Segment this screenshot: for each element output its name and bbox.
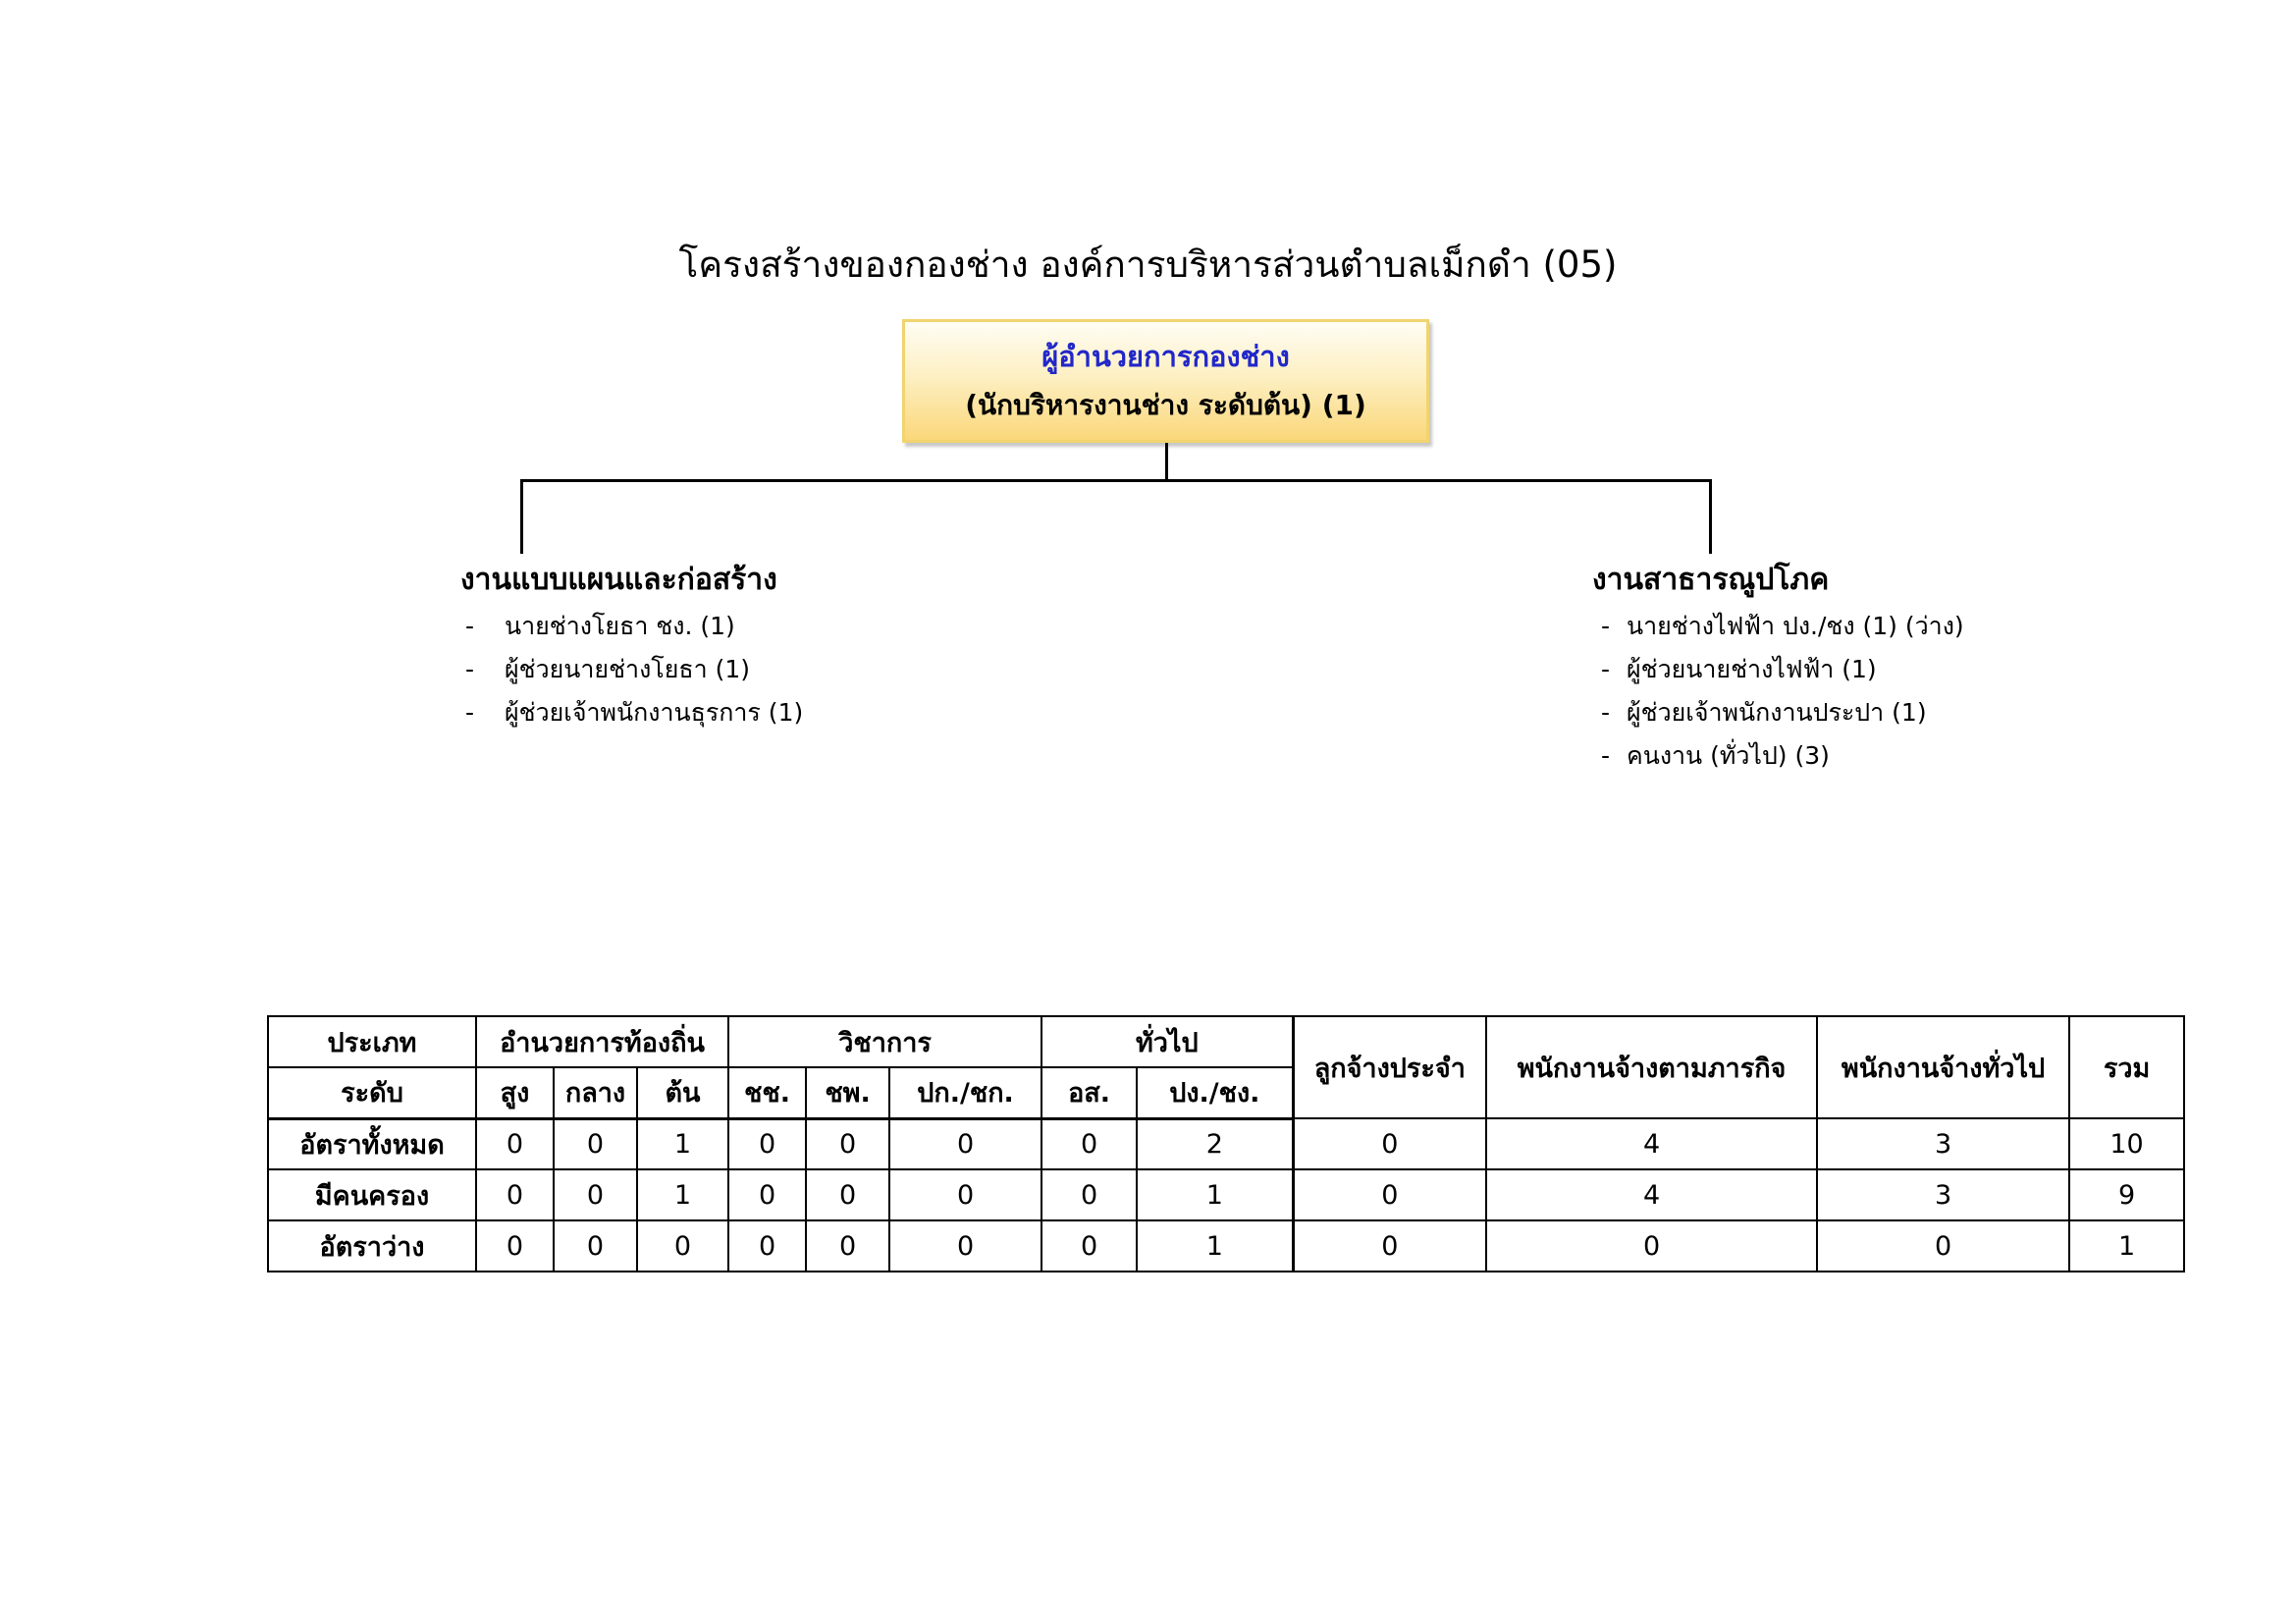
- head-position-box: [902, 319, 1429, 443]
- row-label: มีคนครอง: [268, 1169, 476, 1220]
- head-position-detail: (นักบริหารงานช่าง ระดับต้น) (1): [965, 389, 1366, 421]
- list-item: [1601, 734, 2053, 778]
- table-cell: 1: [1137, 1220, 1293, 1272]
- table-row: [268, 1169, 2184, 1220]
- table-cell: 0: [806, 1220, 889, 1272]
- list-item-text: ผู้ช่วยเจ้าพนักงานธุรการ (1): [505, 698, 804, 727]
- list-dash: -: [465, 612, 475, 640]
- connector-horizontal: [520, 479, 1712, 482]
- table-cell: 1: [1137, 1169, 1293, 1220]
- table-cell: 9: [2069, 1169, 2184, 1220]
- table-row: [268, 1118, 2184, 1169]
- table-cell: 0: [728, 1220, 806, 1272]
- row-label: อัตราทั้งหมด: [268, 1118, 476, 1169]
- list-item-text: นายช่างโยธา ชง. (1): [505, 612, 735, 640]
- table-cell: 3: [1817, 1118, 2069, 1169]
- table-cell: 1: [637, 1118, 728, 1169]
- list-dash: -: [465, 698, 475, 727]
- table-cell: 4: [1486, 1118, 1817, 1169]
- connector-right-drop: [1709, 479, 1712, 554]
- table-cell: 0: [728, 1169, 806, 1220]
- table-cell: 0: [554, 1118, 637, 1169]
- level-cell: ปก./ชก.: [889, 1067, 1041, 1118]
- list-dash: -: [1601, 655, 1611, 683]
- table-cell: 0: [637, 1220, 728, 1272]
- staff-summary-table: [267, 1015, 2185, 1272]
- table-cell: 0: [1041, 1118, 1137, 1169]
- header-permanent-employee: ลูกจ้างประจำ: [1293, 1016, 1486, 1118]
- list-dash: -: [1601, 741, 1611, 770]
- table-cell: 0: [554, 1220, 637, 1272]
- table-cell: 4: [1486, 1169, 1817, 1220]
- level-cell: ชช.: [728, 1067, 806, 1118]
- list-dash: -: [1601, 612, 1611, 640]
- level-cell: สูง: [476, 1067, 554, 1118]
- page-title: โครงสร้างของกองช่าง องค์การบริหารส่วนตำบลเม็กดำ (05): [678, 244, 1618, 286]
- section-title-design-construction: งานแบบแผนและก่อสร้าง: [460, 563, 777, 597]
- table-cell: 0: [889, 1169, 1041, 1220]
- table-cell: 0: [476, 1220, 554, 1272]
- table-cell: 1: [2069, 1220, 2184, 1272]
- table-cell: 1: [637, 1169, 728, 1220]
- level-cell: กลาง: [554, 1067, 637, 1118]
- header-group-general: ทั่วไป: [1041, 1016, 1293, 1067]
- section-list-public-utilities: [1601, 605, 2053, 778]
- table-cell: 0: [554, 1169, 637, 1220]
- table-cell: 0: [1041, 1220, 1137, 1272]
- table-cell: 2: [1137, 1118, 1293, 1169]
- list-item: [465, 691, 878, 734]
- table-header-row: [268, 1016, 2184, 1067]
- table-cell: 0: [476, 1118, 554, 1169]
- header-group-admin: อำนวยการท้องถิ่น: [476, 1016, 728, 1067]
- table-cell: 0: [889, 1118, 1041, 1169]
- table-cell: 0: [1486, 1220, 1817, 1272]
- list-item-text: นายช่างไฟฟ้า ปง./ชง (1) (ว่าง): [1627, 612, 1964, 640]
- list-item-text: ผู้ช่วยเจ้าพนักงานประปา (1): [1627, 698, 1927, 727]
- table-cell: 0: [806, 1169, 889, 1220]
- list-dash: -: [465, 655, 475, 683]
- header-group-academic: วิชาการ: [728, 1016, 1041, 1067]
- list-item-text: ผู้ช่วยนายช่างโยธา (1): [505, 655, 751, 683]
- list-item: [465, 648, 878, 691]
- level-cell: อส.: [1041, 1067, 1137, 1118]
- list-item-text: คนงาน (ทั่วไป) (3): [1627, 741, 1830, 770]
- table-cell: 0: [806, 1118, 889, 1169]
- row-label: อัตราว่าง: [268, 1220, 476, 1272]
- level-cell: ชพ.: [806, 1067, 889, 1118]
- table-cell: 0: [1817, 1220, 2069, 1272]
- level-cell: ต้น: [637, 1067, 728, 1118]
- header-total: รวม: [2069, 1016, 2184, 1118]
- header-type: ประเภท: [268, 1016, 476, 1067]
- table-cell: 0: [728, 1118, 806, 1169]
- level-cell: ปง./ชง.: [1137, 1067, 1293, 1118]
- section-title-public-utilities: งานสาธารณูปโภค: [1592, 563, 1830, 597]
- table-cell: 0: [476, 1169, 554, 1220]
- section-list-design-construction: [465, 605, 878, 734]
- header-mission-employee: พนักงานจ้างตามภารกิจ: [1486, 1016, 1817, 1118]
- header-level: ระดับ: [268, 1067, 476, 1118]
- table-row: [268, 1220, 2184, 1272]
- table-cell: 0: [1293, 1169, 1486, 1220]
- list-item-text: ผู้ช่วยนายช่างไฟฟ้า (1): [1627, 655, 1877, 683]
- list-dash: -: [1601, 698, 1611, 727]
- connector-left-drop: [520, 479, 523, 554]
- list-item: [1601, 648, 2053, 691]
- table-cell: 10: [2069, 1118, 2184, 1169]
- table-cell: 0: [1293, 1220, 1486, 1272]
- connector-trunk: [1165, 443, 1168, 480]
- table-cell: 0: [889, 1220, 1041, 1272]
- list-item: [1601, 605, 2053, 648]
- header-general-employee: พนักงานจ้างทั่วไป: [1817, 1016, 2069, 1118]
- list-item: [465, 605, 878, 648]
- head-position-title: ผู้อำนวยการกองช่าง: [1041, 340, 1290, 373]
- table-cell: 0: [1041, 1169, 1137, 1220]
- list-item: [1601, 691, 2053, 734]
- table-cell: 0: [1293, 1118, 1486, 1169]
- table-cell: 3: [1817, 1169, 2069, 1220]
